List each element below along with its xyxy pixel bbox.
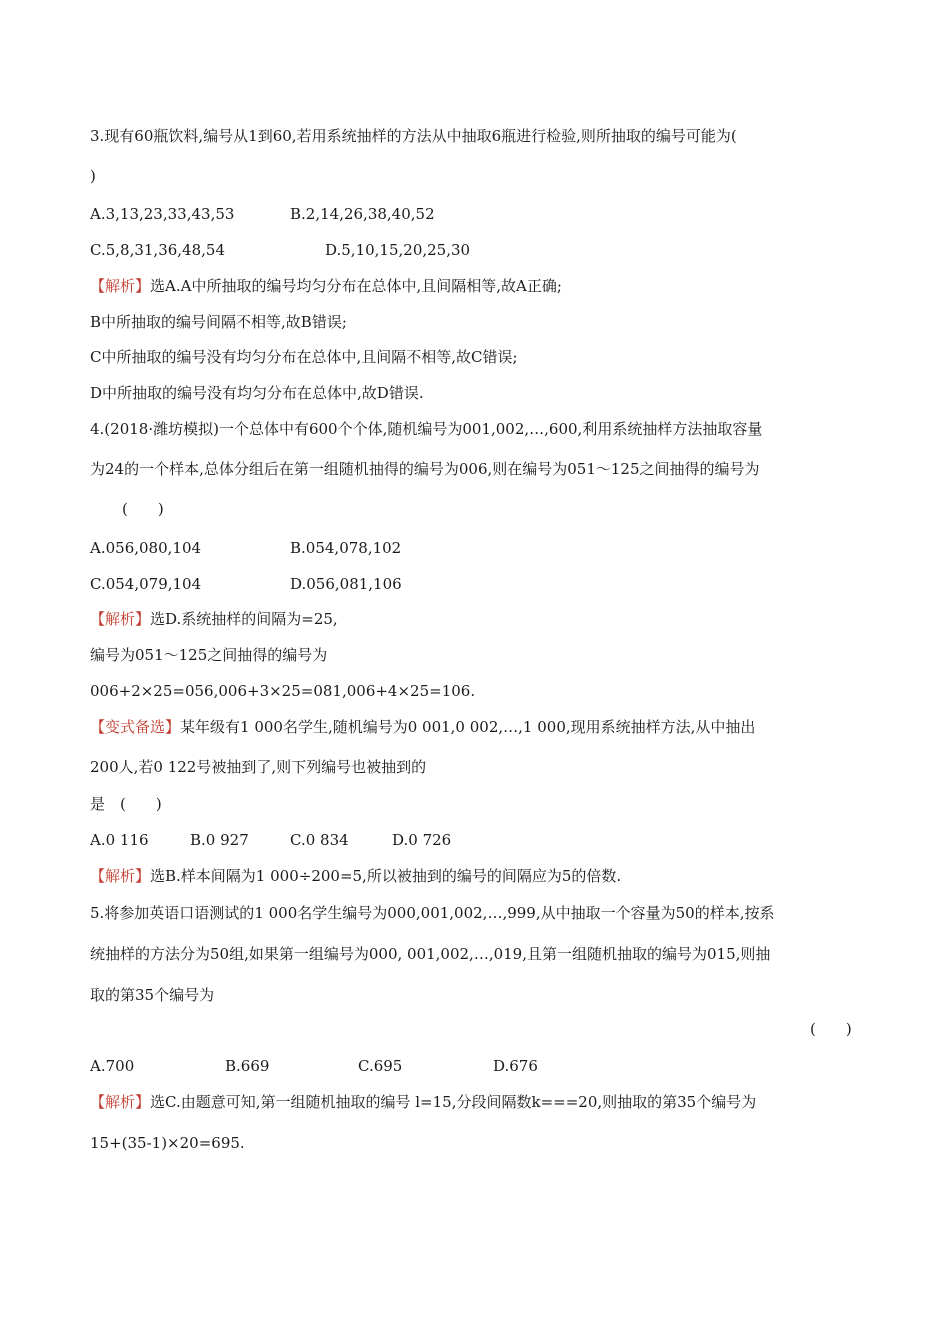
analysis-tag: 【解析】 xyxy=(90,867,151,885)
q3-analysis-text-1: 选A.A中所抽取的编号均匀分布在总体中,且间隔相等,故A正确; xyxy=(150,277,562,295)
q5-option-d: D.676 xyxy=(493,1057,538,1075)
q3-stem-line-2: ) xyxy=(90,167,96,185)
q4-analysis-line-3: 006+2×25=056,006+3×25=081,006+4×25=106. xyxy=(90,682,476,700)
q5-answer-bracket: ( ) xyxy=(810,1020,852,1038)
q3-option-c: C.5,8,31,36,48,54 xyxy=(90,241,225,259)
analysis-tag: 【解析】 xyxy=(90,610,151,628)
q4-analysis-line-1 xyxy=(90,609,338,629)
q3-analysis-line-1 xyxy=(90,276,562,296)
q4-option-d: D.056,081,106 xyxy=(290,575,402,593)
q4-option-c: C.054,079,104 xyxy=(90,575,202,593)
variant-stem-line-3: 是 ( ) xyxy=(90,795,162,813)
q3-analysis-line-3: C中所抽取的编号没有均匀分布在总体中,且间隔不相等,故C错误; xyxy=(90,348,518,366)
q5-stem-line-2: 统抽样的方法分为50组,如果第一组编号为000, 001,002,…,019,且第一组随机抽取的编号为015,则抽 xyxy=(90,945,771,963)
variant-analysis-line-1 xyxy=(90,866,621,886)
analysis-tag: 【解析】 xyxy=(90,277,151,295)
variant-stem-line-1 xyxy=(90,717,755,737)
q4-stem-line-1: 4.(2018·潍坊模拟)一个总体中有600个个体,随机编号为001,002,…,600,利用系统抽样方法抽取容量 xyxy=(90,420,763,438)
variant-option-d: D.0 726 xyxy=(392,831,452,849)
q4-stem-line-2: 为24的一个样本,总体分组后在第一组随机抽得的编号为006,则在编号为051～125之间抽得的编号为 xyxy=(90,460,760,478)
q4-answer-bracket: ( ) xyxy=(122,500,164,518)
q3-option-a: A.3,13,23,33,43,53 xyxy=(90,205,235,223)
q3-analysis-line-4: D中所抽取的编号没有均匀分布在总体中,故D错误. xyxy=(90,384,424,402)
variant-option-c: C.0 834 xyxy=(290,831,349,849)
variant-stem-text-1: 某年级有1 000名学生,随机编号为0 001,0 002,…,1 000,现用系统抽样方法,从中抽出 xyxy=(180,718,756,736)
q5-stem-line-3: 取的第35个编号为 xyxy=(90,986,215,1004)
variant-option-b: B.0 927 xyxy=(190,831,249,849)
q5-analysis-line-2: 15+(35-1)×20=695. xyxy=(90,1134,245,1152)
variant-stem-line-2: 200人,若0 122号被抽到了,则下列编号也被抽到的 xyxy=(90,758,427,776)
q4-option-b: B.054,078,102 xyxy=(290,539,402,557)
q3-option-b: B.2,14,26,38,40,52 xyxy=(290,205,435,223)
q4-analysis-line-2: 编号为051～125之间抽得的编号为 xyxy=(90,646,328,664)
q3-analysis-line-2: B中所抽取的编号间隔不相等,故B错误; xyxy=(90,313,347,331)
q5-option-b: B.669 xyxy=(225,1057,270,1075)
q5-analysis-line-1 xyxy=(90,1092,756,1112)
analysis-tag: 【解析】 xyxy=(90,1093,151,1111)
variant-tag: 【变式备选】 xyxy=(90,718,181,736)
q3-option-d: D.5,10,15,20,25,30 xyxy=(325,241,471,259)
variant-analysis-text-1: 选B.样本间隔为1 000÷200=5,所以被抽到的编号的间隔应为5的倍数. xyxy=(150,867,622,885)
q5-analysis-text-1: 选C.由题意可知,第一组随机抽取的编号 l=15,分段间隔数k===20,则抽取的第35个编号为 xyxy=(150,1093,757,1111)
q5-option-a: A.700 xyxy=(90,1057,135,1075)
q4-analysis-text-1: 选D.系统抽样的间隔为=25, xyxy=(150,610,338,628)
variant-option-a: A.0 116 xyxy=(90,831,149,849)
q5-stem-line-1: 5.将参加英语口语测试的1 000名学生编号为000,001,002,…,999,从中抽取一个容量为50的样本,按系 xyxy=(90,904,775,922)
q4-option-a: A.056,080,104 xyxy=(90,539,202,557)
q5-option-c: C.695 xyxy=(358,1057,403,1075)
q3-stem-line-1: 3.现有60瓶饮料,编号从1到60,若用系统抽样的方法从中抽取6瓶进行检验,则所抽取的编号可能为( xyxy=(90,127,737,145)
